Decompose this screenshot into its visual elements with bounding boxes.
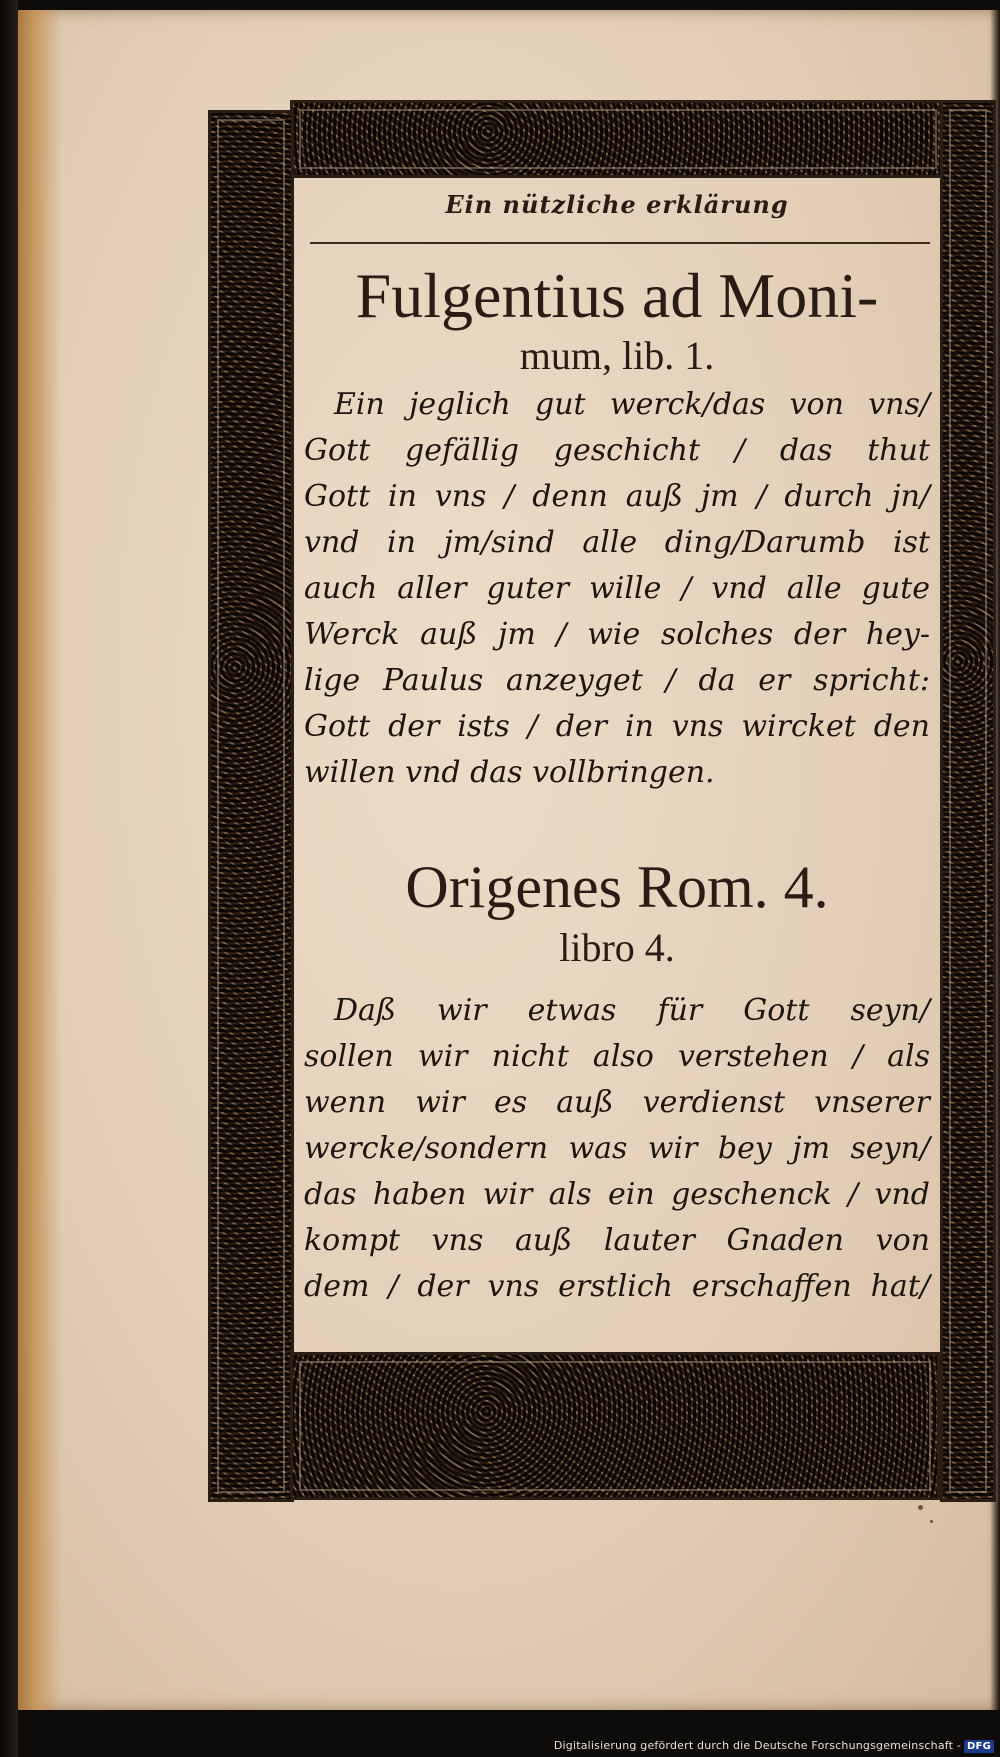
section-1-title: Fulgentius ad Moni- [355,260,879,331]
text-line: wenn wir es auß verdienst vnserer [304,1085,930,1120]
text-panel [296,180,938,1350]
page-gutter [18,10,62,1710]
section-2-title: Origenes Rom. 4. [405,854,829,920]
text-line: wercke/sondern was wir bey jm seyn/ [304,1131,930,1166]
section-1-paragraph [304,382,930,796]
text-line: auch aller guter wille / vnd alle gute [304,571,930,606]
section-2-subtitle: libro 4. [559,925,675,970]
text-line: Gott der ists / der in vns wircket den [304,709,930,744]
running-head: Ein nützliche erklärung [445,190,789,219]
text-line: das haben wir als ein geschenck / vnd [304,1177,930,1212]
text-line: Daß wir etwas für Gott seyn/ [334,993,930,1028]
text-line: dem / der vns erstlich erschaffen hat/ [304,1269,930,1304]
text-line: kompt vns auß lauter Gnaden von [304,1223,930,1258]
text-line: Gott gefällig geschicht / das thut [304,433,930,468]
text-line: Ein jeglich gut werck/das von vns/ [334,387,930,422]
dfg-logo: DFG [964,1740,994,1753]
scan-background [0,0,18,1757]
text-line: vnd in jm/sind alle ding/Darumb ist [304,525,930,560]
section-1-subtitle: mum, lib. 1. [519,333,715,378]
text-line: lige Paulus anzeyget / da er spricht: [304,663,930,698]
text-line: Gott in vns / denn auß jm / durch jn/ [304,479,930,514]
paper-speck [272,1480,276,1484]
credit-text: Digitalisierung gefördert durch die Deutsche Forschungsgemeinschaft - [553,1739,962,1752]
digitization-credit [554,1739,994,1753]
section-2-paragraph [304,988,930,1310]
text-line: Werck auß jm / wie solches der hey- [304,617,930,652]
woodcut-border-bottom [290,1352,940,1500]
woodcut-border-right [940,100,996,1502]
woodcut-border-left [208,110,294,1502]
text-line: sollen wir nicht also verstehen / als [304,1039,930,1074]
woodcut-border-top [290,100,946,178]
text-line: willen vnd das vollbringen. [304,755,715,790]
paper-speck [918,1505,923,1510]
paper-speck [930,1520,933,1523]
running-head-rule [310,242,930,244]
